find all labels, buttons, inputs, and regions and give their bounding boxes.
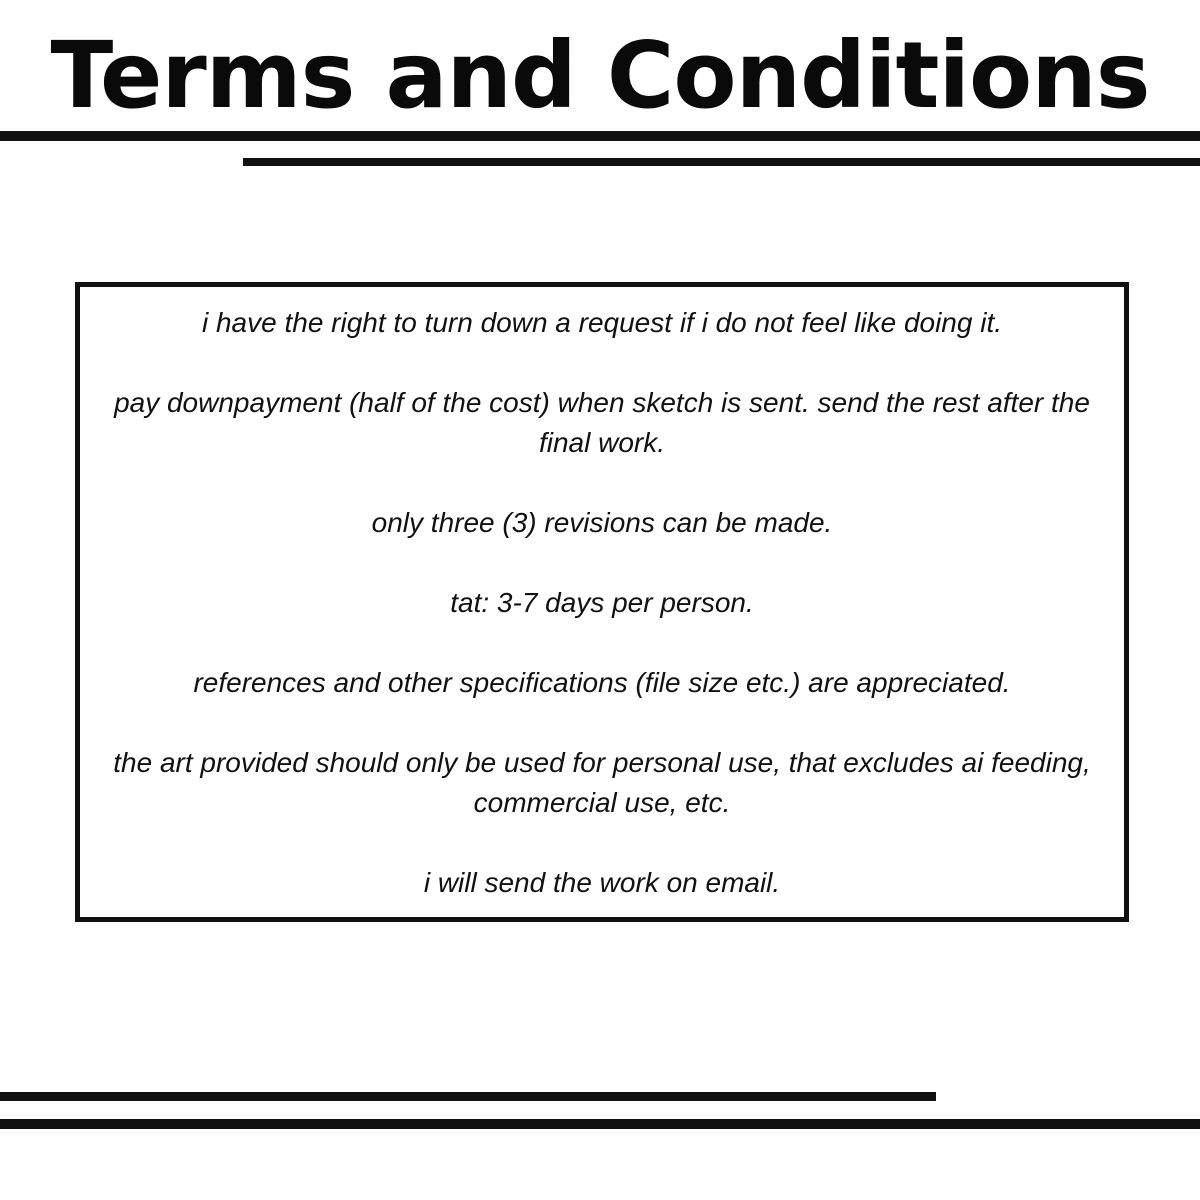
terms-list (80, 287, 1124, 903)
term-item: i have the right to turn down a request if i do not feel like doing it. (201, 307, 1003, 338)
bottom-divider-line-short (0, 1092, 936, 1101)
top-divider-line-short (243, 158, 1200, 166)
term-item: references and other specifications (file size etc.) are appreciated. (193, 667, 1011, 698)
term-item: pay downpayment (half of the cost) when sketch is sent. send the rest after the final work. (114, 387, 1090, 458)
terms-box (75, 282, 1129, 922)
term-item: the art provided should only be used for personal use, that excludes ai feeding, commercial use, etc. (113, 747, 1091, 818)
page-title: Terms and Conditions (50, 22, 1150, 129)
term-item: i will send the work on email. (423, 867, 781, 898)
term-item: only three (3) revisions can be made. (371, 507, 833, 538)
term-item: tat: 3-7 days per person. (450, 587, 754, 618)
bottom-divider-line (0, 1119, 1200, 1129)
top-divider-line (0, 131, 1200, 141)
